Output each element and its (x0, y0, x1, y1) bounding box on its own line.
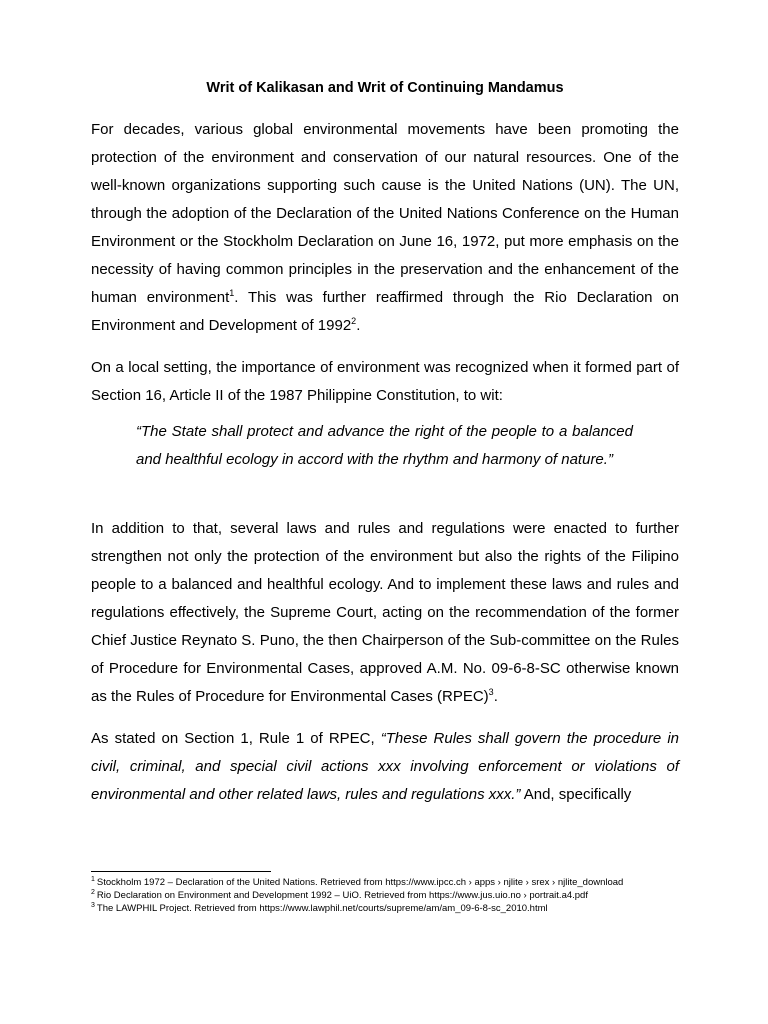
constitution-quote: “The State shall protect and advance the right of the people to a balanced and healthful ecology in accord with the rhythm and harmony of nature.” (136, 423, 633, 468)
footnote-text-1: Stockholm 1972 – Declaration of the United Nations. Retrieved from https://www.ipcc.ch › apps › njlite › srex › njlite_download (96, 877, 624, 888)
footnotes (91, 876, 691, 915)
paragraph-rpec (91, 725, 679, 809)
paragraph-rpec-text-a: As stated on Section 1, Rule 1 of RPEC, (91, 730, 381, 747)
footnote-3 (91, 902, 691, 915)
footnote-separator (91, 871, 271, 872)
paragraph-intro-text-a: For decades, various global environmental movements have been promoting the protection of the environment and conservation of our natural resources. One of the well-known organizations supporting such cause is the United Nations (UN). The UN, through the adoption of the Declaration of the United Nations Conference on the Human Environment or the Stockholm Declaration on June 16, 1972, put more emphasis on the necessity of having common principles in the preservation and the enhancement of the human environment (91, 121, 679, 306)
footnote-ref-1: 1 (229, 288, 235, 298)
paragraph-laws-text-a: In addition to that, several laws and rules and regulations were enacted to further strengthen not only the protection of the environment but also the rights of the Filipino people to a balanced and healthful ecology. And to implement these laws and rules and regulations effectively, the Supreme Court, acting on the recommendation of the former Chief Justice Reynato S. Puno, the then Chairperson of the Sub-committee on the Rules of Procedure for Environmental Cases, approved A.M. No. 09-6-8-SC otherwise known as the Rules of Procedure for Environmental Cases (RPEC) (91, 520, 679, 705)
paragraph-laws (91, 515, 679, 711)
paragraph-rpec-quote: “These Rules shall govern the procedure in civil, criminal, and special civil actions xxx involving enforcement or violations of environmental and other related laws, rules and regulations xxx.” (91, 730, 679, 803)
footnote-mark-2: 2 (91, 888, 95, 896)
paragraph-rpec-text-b: And, specifically (520, 786, 632, 803)
footnote-ref-2: 2 (351, 316, 357, 326)
footnote-ref-3: 3 (488, 687, 494, 697)
paragraph-intro (91, 116, 679, 340)
footnote-text-3: The LAWPHIL Project. Retrieved from https://www.lawphil.net/courts/supreme/am/am_09-6-8-sc_2010.html (96, 903, 548, 914)
paragraph-intro-text-c: . (356, 317, 361, 334)
footnote-mark-1: 1 (91, 875, 95, 883)
paragraph-laws-text-b: . (493, 688, 498, 705)
paragraph-local-setting: On a local setting, the importance of environment was recognized when it formed part of Section 16, Article II of the 1987 Philippine Constitution, to wit: (91, 359, 679, 404)
footnote-2 (91, 889, 691, 902)
footnote-1 (91, 876, 691, 889)
document-title: Writ of Kalikasan and Writ of Continuing Mandamus (206, 80, 564, 96)
footnote-mark-3: 3 (91, 901, 95, 909)
paragraph-intro-text-b: . This was further reaffirmed through the Rio Declaration on Environment and Development of 1992 (91, 289, 680, 334)
footnote-text-2: Rio Declaration on Environment and Development 1992 – UiO. Retrieved from https://www.jus.uio.no › portrait.a4.pdf (96, 890, 588, 901)
